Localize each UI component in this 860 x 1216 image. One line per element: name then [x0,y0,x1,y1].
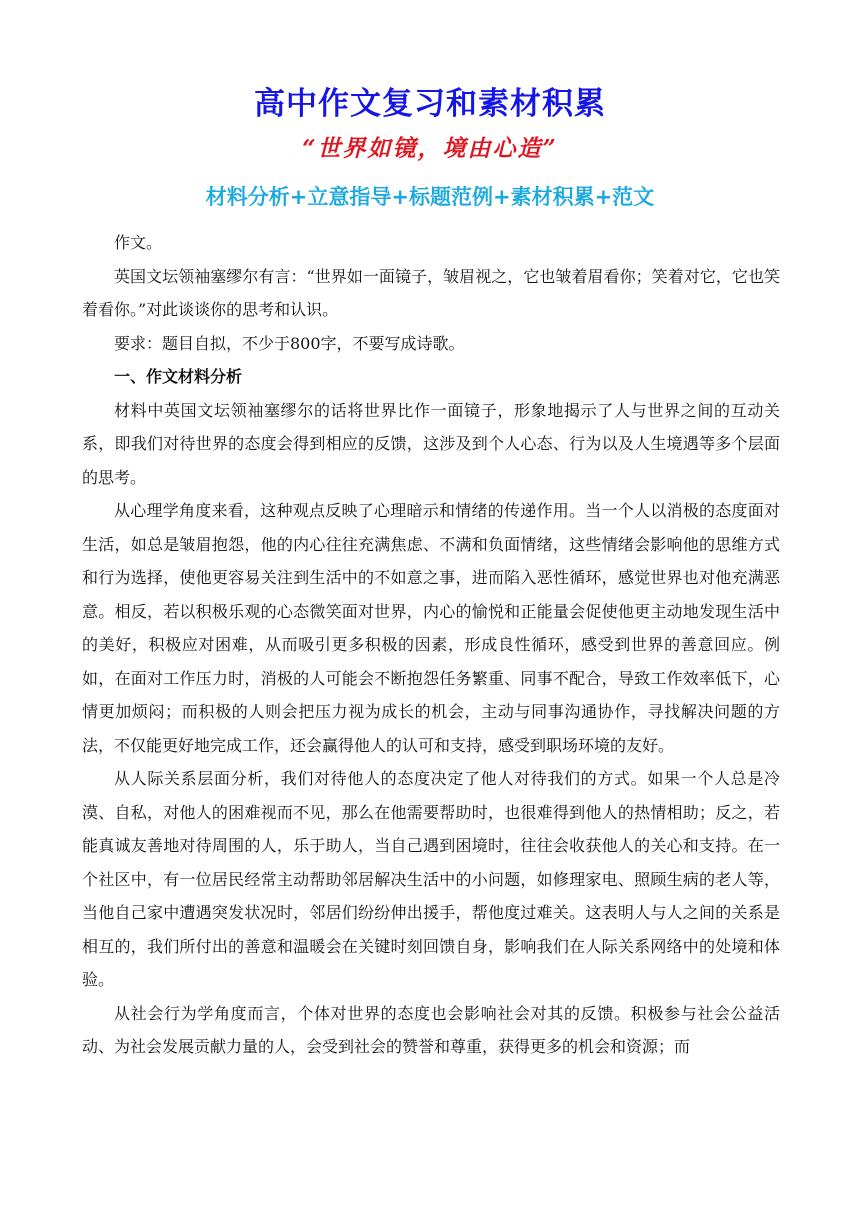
prompt-label: 作文。 [114,233,163,252]
document-subtitle: “世界如镜，境由心造” [302,135,558,162]
analysis-paragraph-1: 材料中英国文坛领袖塞缪尔的话将世界比作一面镜子，形象地揭示了人与世界之间的互动关系，即我们对待世界的态度会得到相应的反馈，这涉及到个人心态、行为以及人生境遇等多个层面的思考。 [82,400,780,487]
section-heading: 一、作文材料分析 [114,367,243,386]
document-tagline: 材料分析+立意指导+标题范例+素材积累+范文 [205,185,655,209]
prompt-material: 英国文坛领袖塞缪尔有言：“世界如一面镜子，皱眉视之，它也皱着眉看你；笑着对它，它也笑着看你。”对此谈谈你的思考和认识。 [82,266,780,319]
analysis-paragraph-2: 从心理学角度来看，这种观点反映了心理暗示和情绪的传递作用。当一个人以消极的态度面对生活，如总是皱眉抱怨，他的内心往往充满焦虑、不满和负面情绪，这些情绪会影响他的思维方式和行为选择，使他更容易关注到生活中的不如意之事，进而陷入恶性循环，感觉世界也对他充满恶意。相反，若以积极乐观的心态微笑面对世界，内心的愉悦和正能量会促使他更主动地发现生活中的美好，积极应对困难，从而吸引更多积极的因素，形成良性循环，感受到世界的善意回应。例如，在面对工作压力时，消极的人可能会不断抱怨任务繁重、同事不配合，导致工作效率低下，心情更加烦闷；而积极的人则会把压力视为成长的机会，主动与同事沟通协作，寻找解决问题的方法，不仅能更好地完成工作，还会赢得他人的认可和支持，感受到职场环境的友好。 [82,501,780,755]
document-title: 高中作文复习和素材积累 [254,86,606,122]
document-body [82,226,780,1064]
prompt-requirement: 要求：题目自拟，不少于800字，不要写成诗歌。 [114,333,465,353]
analysis-paragraph-3: 从人际关系层面分析，我们对待他人的态度决定了他人对待我们的方式。如果一个人总是冷漠、自私，对他人的困难视而不见，那么在他需要帮助时，也很难得到他人的热情相助；反之，若能真诚友善地对待周围的人，乐于助人，当自己遇到困境时，往往会收获他人的关心和支持。在一个社区中，有一位居民经常主动帮助邻居解决生活中的小问题，如修理家电、照顾生病的老人等，当他自己家中遭遇突发状况时，邻居们纷纷伸出援手，帮他度过难关。这表明人与人之间的关系是相互的，我们所付出的善意和温暖会在关键时刻回馈自身，影响我们在人际关系网络中的处境和体验。 [82,769,780,989]
analysis-paragraph-4: 从社会行为学角度而言，个体对世界的态度也会影响社会对其的反馈。积极参与社会公益活动、为社会发展贡献力量的人，会受到社会的赞誉和尊重，获得更多的机会和资源；而 [82,1003,780,1056]
